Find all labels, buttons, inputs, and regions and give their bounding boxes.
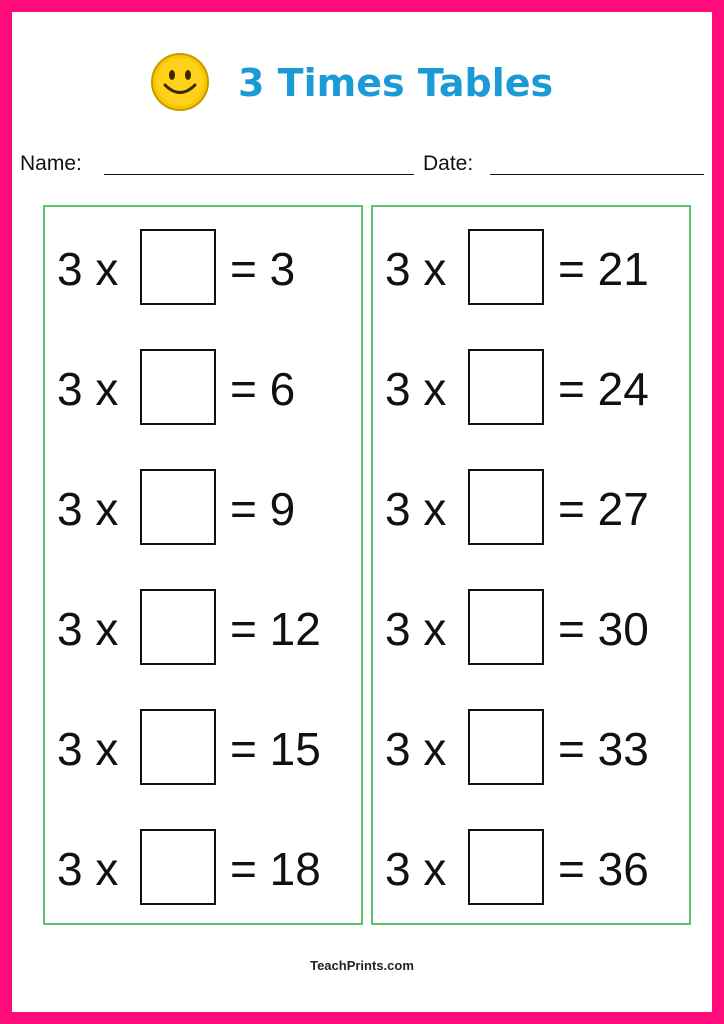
problem-multiplicand: 3 x bbox=[57, 483, 119, 535]
problem-row bbox=[373, 469, 689, 549]
footer-credit: TeachPrints.com bbox=[310, 958, 414, 973]
problem-multiplicand: 3 x bbox=[385, 243, 447, 295]
problem-row bbox=[45, 349, 361, 429]
problem-multiplicand: 3 x bbox=[385, 723, 447, 775]
problem-multiplicand: 3 x bbox=[385, 843, 447, 895]
problem-row bbox=[373, 349, 689, 429]
worksheet-header bbox=[0, 48, 724, 118]
answer-box[interactable] bbox=[140, 229, 216, 305]
problem-multiplicand: 3 x bbox=[385, 363, 447, 415]
name-label: Name: bbox=[20, 152, 82, 175]
problem-product: = 24 bbox=[558, 363, 649, 415]
problem-multiplicand: 3 x bbox=[57, 603, 119, 655]
problem-product: = 3 bbox=[230, 243, 296, 295]
problem-product: = 30 bbox=[558, 603, 649, 655]
left-problem-panel bbox=[43, 205, 363, 925]
problem-multiplicand: 3 x bbox=[385, 483, 447, 535]
answer-box[interactable] bbox=[468, 349, 544, 425]
answer-box[interactable] bbox=[140, 829, 216, 905]
answer-box[interactable] bbox=[468, 709, 544, 785]
problem-product: = 9 bbox=[230, 483, 296, 535]
problem-row bbox=[373, 589, 689, 669]
problem-multiplicand: 3 x bbox=[57, 243, 119, 295]
date-label: Date: bbox=[423, 152, 474, 175]
date-field[interactable] bbox=[423, 148, 713, 180]
problem-row bbox=[45, 229, 361, 309]
answer-box[interactable] bbox=[468, 469, 544, 545]
problem-product: = 33 bbox=[558, 723, 649, 775]
right-problem-panel bbox=[371, 205, 691, 925]
answer-box[interactable] bbox=[140, 589, 216, 665]
answer-box[interactable] bbox=[468, 829, 544, 905]
answer-box[interactable] bbox=[140, 349, 216, 425]
answer-box[interactable] bbox=[468, 229, 544, 305]
problem-product: = 18 bbox=[230, 843, 321, 895]
problem-product: = 27 bbox=[558, 483, 649, 535]
problem-row bbox=[373, 229, 689, 309]
problem-row bbox=[45, 709, 361, 789]
smiley-face-icon bbox=[150, 52, 210, 112]
answer-box[interactable] bbox=[140, 709, 216, 785]
problem-row bbox=[45, 589, 361, 669]
page-title: 3 Times Tables bbox=[238, 61, 554, 105]
problem-multiplicand: 3 x bbox=[385, 603, 447, 655]
problem-product: = 6 bbox=[230, 363, 296, 415]
problem-row bbox=[373, 709, 689, 789]
name-line[interactable] bbox=[104, 174, 414, 175]
problem-multiplicand: 3 x bbox=[57, 723, 119, 775]
date-line[interactable] bbox=[490, 174, 704, 175]
problem-product: = 21 bbox=[558, 243, 649, 295]
problem-multiplicand: 3 x bbox=[57, 363, 119, 415]
problem-product: = 12 bbox=[230, 603, 321, 655]
answer-box[interactable] bbox=[140, 469, 216, 545]
problem-multiplicand: 3 x bbox=[57, 843, 119, 895]
answer-box[interactable] bbox=[468, 589, 544, 665]
problem-row bbox=[45, 829, 361, 909]
problem-product: = 15 bbox=[230, 723, 321, 775]
problem-row bbox=[45, 469, 361, 549]
problem-product: = 36 bbox=[558, 843, 649, 895]
problem-row bbox=[373, 829, 689, 909]
name-field[interactable] bbox=[20, 148, 420, 180]
